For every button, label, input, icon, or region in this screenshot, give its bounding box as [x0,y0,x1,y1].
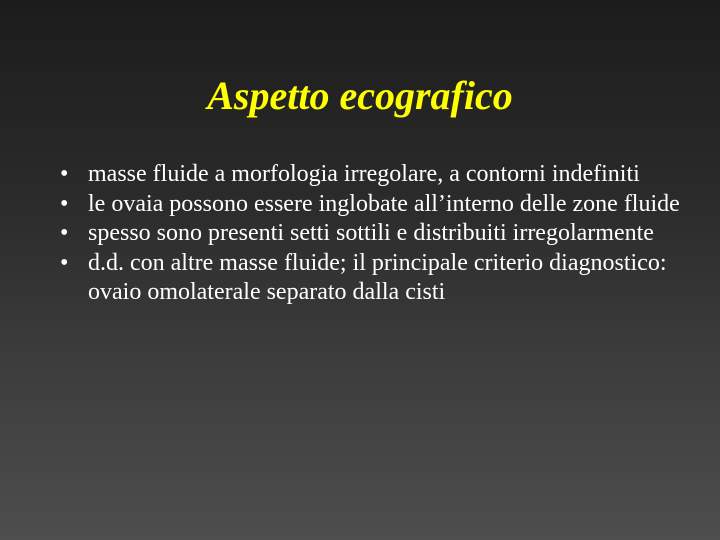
bullet-item [60,160,680,190]
bullet-list [60,160,680,308]
bullet-icon: • [60,220,69,246]
bullet-text: masse fluide a morfologia irregolare, a contorni indefiniti [88,161,640,187]
bullet-icon: • [60,190,69,217]
bullet-text: spesso sono presenti setti sottili e distribuiti irregolarmente [88,220,654,246]
bullet-item [60,190,680,220]
bullet-item [60,219,680,249]
slide-title: Aspetto ecografico [207,73,513,118]
bullet-item [60,249,680,308]
bullet-icon: • [60,161,69,187]
bullet-text: d.d. con altre masse fluide; il principale criterio diagnostico: ovaio omolaterale separato dalla cisti [88,249,667,305]
bullet-icon: • [60,249,69,276]
bullet-text: le ovaia possono essere inglobate all’interno delle zone fluide [88,190,680,217]
